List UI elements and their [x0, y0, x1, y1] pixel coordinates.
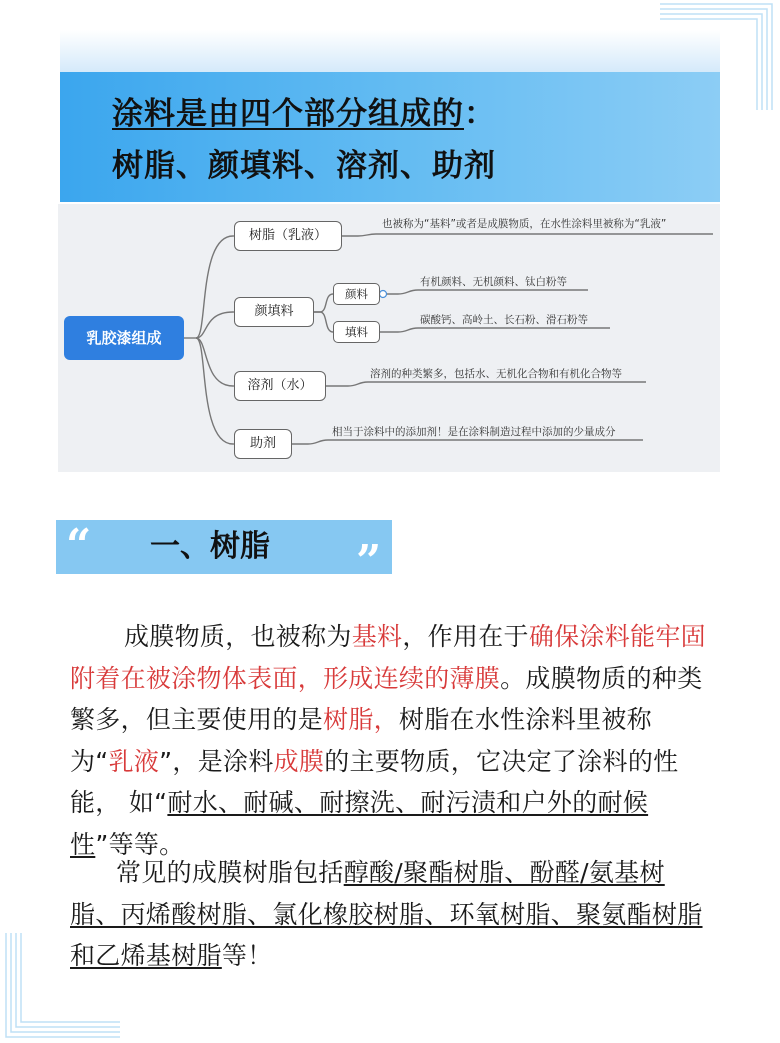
close-quote-mark: ”: [356, 536, 382, 587]
node-solvent: 溶剂（水）: [234, 371, 326, 401]
paragraph-common-resins: [70, 852, 710, 977]
text-run: 树脂，: [323, 705, 399, 734]
text-run: 树脂在水性涂料里被称为“: [70, 705, 652, 776]
desc-resin: 也被称为“基料”或者是成膜物质，在水性涂料里被称为“乳液”: [382, 218, 667, 230]
banner-fade: [60, 30, 720, 75]
desc-filler: 碳酸钙、高岭土、长石粉、滑石粉等: [420, 314, 588, 326]
title-colon: ：: [464, 96, 496, 132]
node-filler: 填料: [333, 321, 380, 343]
node-pigment: 颜料: [333, 283, 380, 305]
text-run: 等！: [221, 941, 273, 970]
text-run: 耐水、耐碱、耐擦洗、耐污渍和户外的耐候性: [70, 788, 649, 859]
text-run: 常见的成膜树脂包括: [116, 858, 344, 887]
text-run: ”，是涂料: [159, 746, 274, 776]
node-auxiliary: 助剂: [234, 429, 292, 459]
text-run: 醇酸/聚酯树脂、酚醛/氨基树脂、丙烯酸树脂、氯化橡胶树脂、环氧树脂、聚氨酯树脂和乙烯基树脂: [70, 858, 703, 970]
page-title: [112, 88, 496, 192]
text-run: 成膜: [273, 746, 325, 776]
node-resin: 树脂（乳液）: [234, 221, 342, 251]
text-run: 成膜物质，也被称为: [124, 622, 352, 651]
desc-pigment: 有机颜料、无机颜料、钛白粉等: [420, 276, 567, 288]
desc-solvent: 溶剂的种类繁多，包括水、无机化合物和有机化合物等: [370, 368, 622, 380]
text-run: 基料: [351, 622, 403, 651]
mind-map: [58, 204, 720, 472]
text-run: ，作用在于: [402, 622, 529, 651]
mind-map-root: 乳胶漆组成: [64, 316, 184, 360]
paragraph-resin-definition: [70, 616, 710, 865]
text-run: 确保涂料能牢固附着在被涂物体表面，形成连续的薄膜: [70, 622, 706, 693]
text-run: 乳液: [108, 746, 160, 776]
text-run: 。成膜物质的种类繁多，但主要使用的是: [70, 663, 703, 734]
section-title: 一、树脂: [150, 529, 270, 564]
text-run: 的主要物质，它决定了涂料的性能， 如“: [70, 746, 679, 817]
title-line-2: 树脂、颜填料、溶剂、助剂: [112, 148, 496, 184]
desc-auxiliary: 相当于涂料中的添加剂！是在涂料制造过程中添加的少量成分: [332, 426, 616, 438]
node-pigment-filler: 颜填料: [234, 297, 314, 327]
text-run: ”等等。: [95, 829, 185, 859]
title-line-1: 涂料是由四个部分组成的: [112, 96, 464, 132]
open-quote-mark: “: [66, 520, 92, 571]
